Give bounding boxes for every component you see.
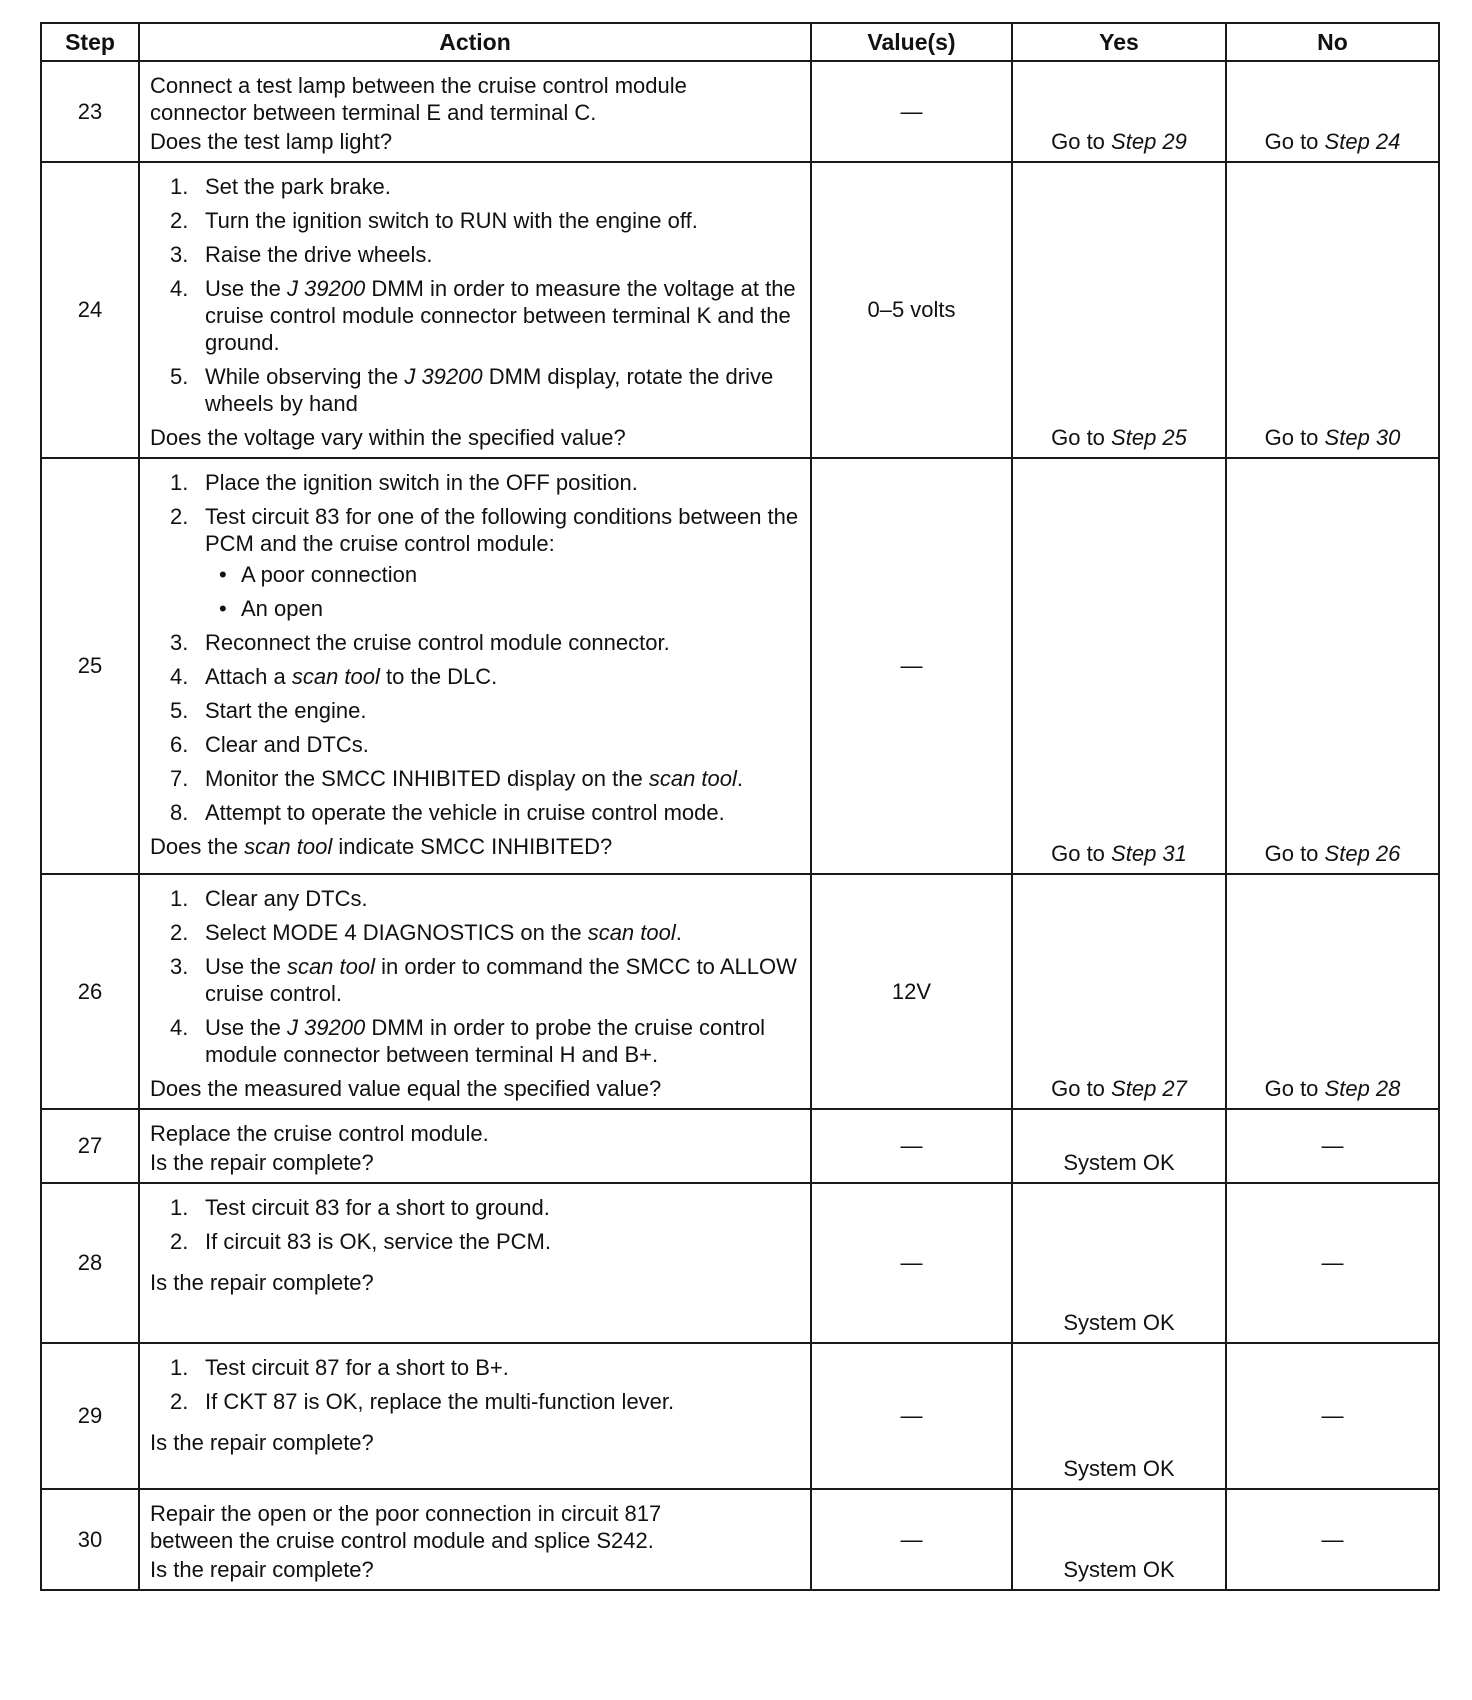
procedure-item: 8. Attempt to operate the vehicle in cruise control mode. [170,800,725,825]
no-cell [1226,874,1439,1109]
question: Does the scan tool indicate SMCC INHIBITED? [150,834,613,859]
goto-prefix: Go to [1051,841,1105,866]
question: Is the repair complete? [150,1270,374,1295]
table-row [41,61,1439,162]
yes-cell [1012,162,1226,458]
goto-prefix: Go to [1264,1076,1319,1101]
yes-cell: System OK [1012,1489,1226,1590]
goto-prefix: Go to [1264,129,1319,154]
header-row [41,23,1439,61]
procedure-item: 1. Set the park brake. [170,174,391,199]
no-cell: — [1226,1109,1439,1183]
no-cell: — [1226,1489,1439,1590]
value-cell: — [811,1109,1012,1183]
no-cell: — [1226,1183,1439,1343]
procedure-item: 3. Use the scan tool in order to command the SMCC to ALLOW cruise control. [170,954,797,1006]
question: Does the measured value equal the specified value? [150,1076,662,1101]
question: Is the repair complete? [150,1430,374,1455]
goto-step-link: Step 27 [1111,1076,1187,1101]
yes-cell: System OK [1012,1109,1226,1183]
table-row [41,162,1439,458]
value-cell: — [811,1183,1012,1343]
goto-step-link: Step 31 [1111,841,1187,866]
step-number: 26 [41,874,139,1109]
procedure-item: 2. Select MODE 4 DIAGNOSTICS on the scan tool. [170,920,682,945]
question: Does the test lamp light? [150,129,393,154]
procedure-item: 6. Clear and DTCs. [170,732,369,757]
table-row [41,1343,1439,1489]
table-row [41,1183,1439,1343]
procedure-item: 1. Place the ignition switch in the OFF position. [170,470,638,495]
procedure-item: 4. Use the J 39200 DMM in order to measure the voltage at the cruise control module connector between terminal K and the ground. [170,276,796,355]
step-number: 27 [41,1109,139,1183]
procedure-item: 5. While observing the J 39200 DMM display, rotate the drive wheels by hand [170,364,774,416]
goto-prefix: Go to [1051,425,1105,450]
procedure-item: 3. Reconnect the cruise control module connector. [170,630,670,655]
header-values: Value(s) [811,23,1012,61]
procedure-item: 4. Use the J 39200 DMM in order to probe the cruise control module connector between terminal H and B+. [170,1015,766,1067]
yes-cell [1012,458,1226,874]
step-number: 25 [41,458,139,874]
value-cell: 12V [811,874,1012,1109]
value-cell: — [811,1489,1012,1590]
value-cell: — [811,458,1012,874]
goto-step-link: Step 26 [1324,841,1401,866]
yes-cell [1012,61,1226,162]
no-cell [1226,162,1439,458]
procedure-item: 2. Test circuit 83 for one of the following conditions between the PCM and the cruise control module: • A poor connection • An open [150,503,800,622]
step-number: 29 [41,1343,139,1489]
yes-cell: System OK [1012,1343,1226,1489]
step-number: 30 [41,1489,139,1590]
procedure-list [150,469,800,826]
procedure-list [150,1194,800,1255]
action-cell [139,874,811,1109]
action-cell [139,1183,811,1343]
goto-step-link: Step 28 [1324,1076,1401,1101]
no-cell [1226,61,1439,162]
yes-cell: System OK [1012,1183,1226,1343]
header-action: Action [139,23,811,61]
question: Is the repair complete? [150,1150,374,1175]
table-row [41,458,1439,874]
step-number: 24 [41,162,139,458]
action-text: between the cruise control module and splice S242. [150,1528,654,1553]
procedure-item: 1. Test circuit 87 for a short to B+. [170,1355,509,1380]
procedure-list [150,885,800,1068]
procedure-list [150,1354,800,1415]
procedure-list [150,173,800,417]
goto-step-link: Step 24 [1324,129,1401,154]
action-text: Connect a test lamp between the cruise control module [150,73,687,98]
goto-prefix: Go to [1051,129,1105,154]
action-text: connector between terminal E and terminal C. [150,100,597,125]
diagnostic-table [40,22,1440,1591]
step-number: 23 [41,61,139,162]
no-cell: — [1226,1343,1439,1489]
action-cell [139,1109,811,1183]
goto-prefix: Go to [1264,425,1319,450]
header-no: No [1226,23,1439,61]
goto-step-link: Step 29 [1111,129,1187,154]
yes-cell [1012,874,1226,1109]
goto-prefix: Go to [1051,1076,1105,1101]
procedure-item: 7. Monitor the SMCC INHIBITED display on the scan tool. [170,766,744,791]
table-row [41,1109,1439,1183]
no-cell [1226,458,1439,874]
value-cell: — [811,1343,1012,1489]
action-text: Replace the cruise control module. [150,1121,489,1146]
step-number: 28 [41,1183,139,1343]
action-text: Repair the open or the poor connection in circuit 817 [150,1501,662,1526]
goto-step-link: Step 25 [1111,425,1187,450]
action-cell [139,1489,811,1590]
table-row [41,1489,1439,1590]
procedure-item: 1. Clear any DTCs. [170,886,368,911]
action-cell [139,1343,811,1489]
procedure-item: 1. Test circuit 83 for a short to ground. [170,1195,550,1220]
procedure-item: 3. Raise the drive wheels. [170,242,433,267]
question: Does the voltage vary within the specified value? [150,425,626,450]
value-cell: — [811,61,1012,162]
procedure-item: 2. If circuit 83 is OK, service the PCM. [170,1229,551,1254]
goto-prefix: Go to [1264,841,1319,866]
goto-step-link: Step 30 [1324,425,1401,450]
procedure-item: 2. If CKT 87 is OK, replace the multi-function lever. [170,1389,675,1414]
table-row [41,874,1439,1109]
condition-item: • A poor connection [205,561,800,588]
condition-list [205,561,800,622]
header-yes: Yes [1012,23,1226,61]
action-cell [139,162,811,458]
procedure-item: 5. Start the engine. [170,698,367,723]
question: Is the repair complete? [150,1557,374,1582]
procedure-item: 4. Attach a scan tool to the DLC. [170,664,498,689]
action-cell [139,61,811,162]
procedure-item: 2. Turn the ignition switch to RUN with the engine off. [170,208,698,233]
value-cell: 0–5 volts [811,162,1012,458]
condition-item: • An open [205,595,800,622]
header-step: Step [41,23,139,61]
action-cell [139,458,811,874]
